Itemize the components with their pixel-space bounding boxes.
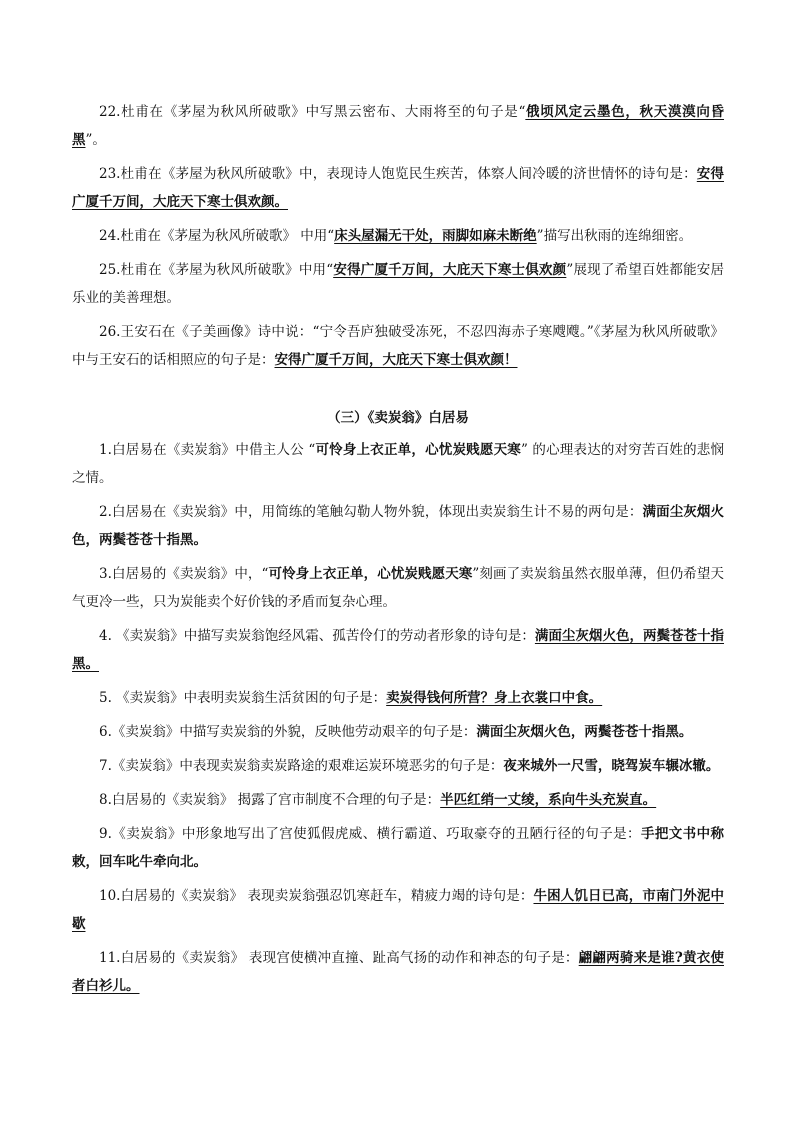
question-text: 25.杜甫在《茅屋为秋风所破歌》中用“ xyxy=(99,262,334,278)
answer-text: 半匹红绡一丈绫，系向牛头充炭直。 xyxy=(440,792,657,808)
answer-text: 翩翩两骑来是谁?黄衣使者白衫儿。 xyxy=(72,950,724,994)
question-text: 22.杜甫在《茅屋为秋风所破歌》中写黑云密布、大雨将至的句子是“ xyxy=(99,104,526,120)
answer-text: 安得广厦千万间，大庇天下寒士俱欢颜！ xyxy=(274,352,518,368)
document-page xyxy=(72,98,724,1006)
answer-text: 俄顷风定云墨色，秋天漠漠向昏黑 xyxy=(72,104,725,148)
question-text-tail: ” 的心理表达的对穷苦百姓的悲悯之情。 xyxy=(72,442,724,486)
question-text: 11.白居易的《卖炭翁》 表现宫使横冲直撞、趾高气扬的动作和神态的句子是： xyxy=(99,950,579,966)
question-item xyxy=(72,622,724,678)
question-item xyxy=(72,98,724,154)
question-list-maitanweng xyxy=(72,436,724,1000)
question-item xyxy=(72,786,724,814)
question-text-tail: ”描写出秋雨的连绵细密。 xyxy=(536,228,693,244)
question-text: 10.白居易的《卖炭翁》 表现卖炭翁强忍饥寒赶车，精疲力竭的诗句是： xyxy=(99,888,534,904)
answer-text: 可怜身上衣正单，心忧炭贱愿天寒 xyxy=(268,566,473,582)
question-item xyxy=(72,718,724,746)
answer-text: 安得广厦千万间，大庇天下寒士俱欢颜。 xyxy=(72,166,725,210)
question-item xyxy=(72,944,724,1000)
question-text-tail: ”。 xyxy=(85,132,106,148)
answer-text: 满面尘灰烟火色，两鬓苍苍十指黑。 xyxy=(476,724,693,740)
question-item xyxy=(72,222,724,250)
answer-text: 可怜身上衣正单，心忧炭贱愿天寒 xyxy=(315,442,521,458)
question-text: 8.白居易的《卖炭翁》 揭露了宫市制度不合理的句子是： xyxy=(99,792,441,808)
question-item xyxy=(72,820,724,876)
question-text: 3.白居易的《卖炭翁》中，“ xyxy=(99,566,269,582)
question-text: 1.白居易在《卖炭翁》中借主人公 “ xyxy=(99,442,316,458)
answer-text: 卖炭得钱何所营？身上衣裳口中食。 xyxy=(386,690,603,706)
question-item xyxy=(72,684,724,712)
question-text: 5. 《卖炭翁》中表明卖炭翁生活贫困的句子是： xyxy=(99,690,387,706)
answer-text: 满面尘灰烟火色，两鬓苍苍十指黑。 xyxy=(72,628,725,672)
answer-text: 夜来城外一尺雪，晓驾炭车辗冰辙。 xyxy=(503,758,720,774)
answer-text: 手把文书中称敕，回车叱牛牵向北。 xyxy=(72,826,724,870)
question-text: 2.白居易在《卖炭翁》中，用简练的笔触勾勒人物外貌，体现出卖炭翁生计不易的两句是： xyxy=(99,504,643,520)
question-item xyxy=(72,752,724,780)
question-text: 6.《卖炭翁》中描写卖炭翁的外貌，反映他劳动艰辛的句子是： xyxy=(99,724,477,740)
question-item xyxy=(72,882,724,938)
answer-text: 安得广厦千万间，大庇天下寒士俱欢颜 xyxy=(333,262,567,278)
section-title: （三）《卖炭翁》白居易 xyxy=(327,410,469,426)
question-item xyxy=(72,160,724,216)
question-text: 23.杜甫在《茅屋为秋风所破歌》中，表现诗人饱览民生疾苦，体察人间冷暖的济世情怀的诗句是： xyxy=(99,166,697,182)
question-text: 4. 《卖炭翁》中描写卖炭翁饱经风霜、孤苦伶仃的劳动者形象的诗句是： xyxy=(99,628,535,644)
question-text: 24.杜甫在《茅屋为秋风所破歌》 中用“ xyxy=(99,228,335,244)
question-item xyxy=(72,318,724,374)
answer-text: 牛困人饥日已高，市南门外泥中歇 xyxy=(72,888,724,932)
question-item xyxy=(72,256,724,312)
question-text-tail: ”刻画了卖炭翁虽然衣服单薄，但仍希望天气更冷一些，只为炭能卖个好价钱的矛盾而复杂心理。 xyxy=(72,566,724,610)
question-text: 7.《卖炭翁》中表现卖炭翁卖炭路途的艰难运炭环境恶劣的句子是： xyxy=(99,758,504,774)
question-text: 9.《卖炭翁》中形象地写出了宫使狐假虎威、横行霸道、巧取豪夺的丑陋行径的句子是： xyxy=(99,826,641,842)
question-item xyxy=(72,560,724,616)
question-item xyxy=(72,436,724,492)
answer-text: 满面尘灰烟火色，两鬓苍苍十指黑。 xyxy=(72,504,724,548)
question-list-dufu xyxy=(72,98,724,374)
question-text: 26.王安石在《子美画像》诗中说：“宁令吾庐独破受冻死，不忍四海赤子寒飕飕。”《茅屋为秋风所破歌》中与王安石的话相照应的句子是： xyxy=(72,324,724,368)
answer-text: 床头屋漏无干处，雨脚如麻未断绝 xyxy=(334,228,537,244)
question-text-tail: ”展现了希望百姓都能安居乐业的美善理想。 xyxy=(72,262,724,306)
question-item xyxy=(72,498,724,554)
